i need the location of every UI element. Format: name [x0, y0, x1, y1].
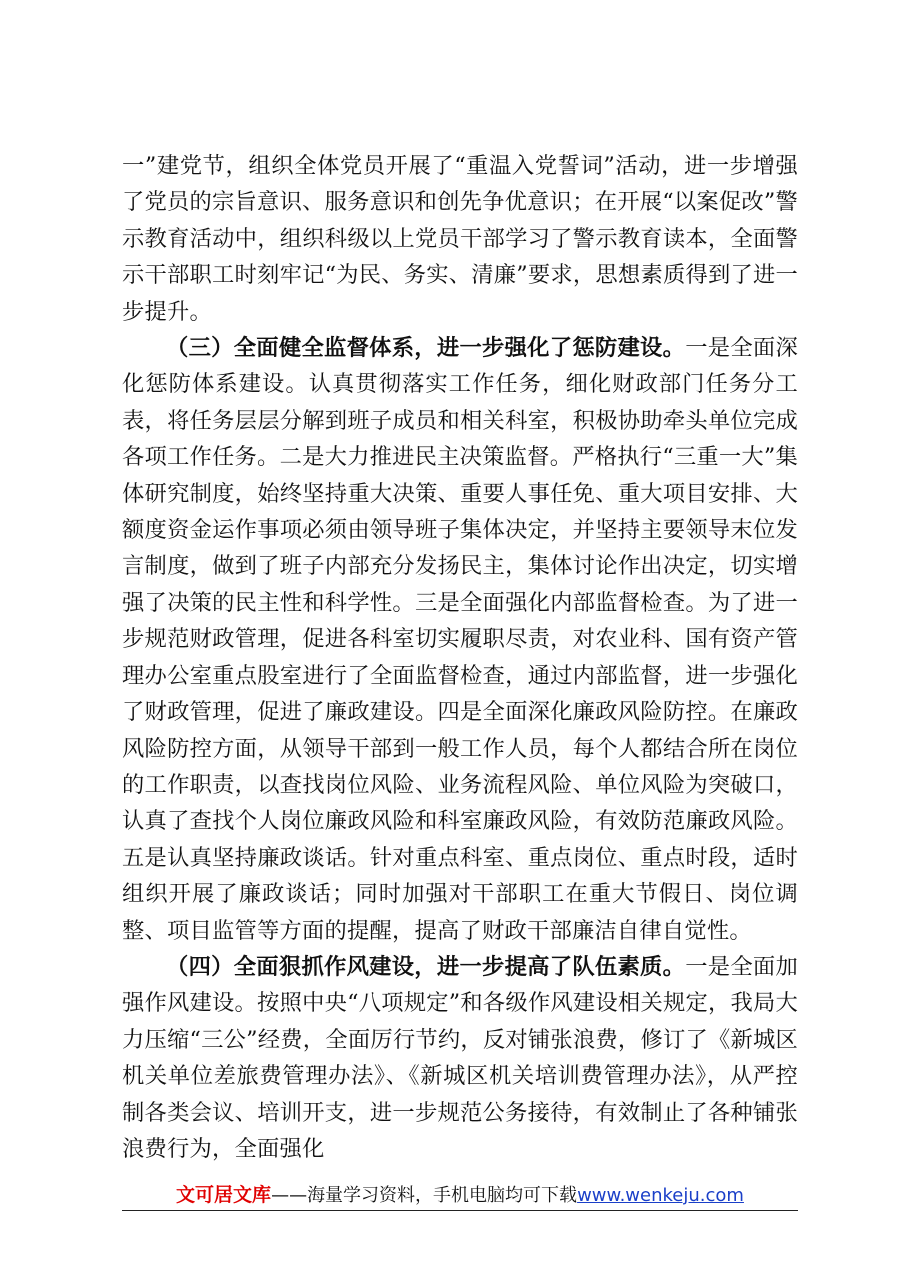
footer-link[interactable]: www.wenkeju.com	[577, 1185, 744, 1206]
footer-tagline: ——海量学习资料，手机电脑均可下载	[271, 1185, 578, 1206]
section-heading: （三）全面健全监督体系，进一步强化了惩防建设。	[166, 335, 686, 362]
section-heading: （四）全面狠抓作风建设，进一步提高了队伍素质。	[166, 953, 686, 980]
paragraph-section-4	[122, 949, 798, 1167]
paragraph-text: 一是全面加强作风建设。按照中央“八项规定”和各级作风建设相关规定，我局大力压缩“三公”经费，全面厉行节约，反对铺张浪费，修订了《新城区机关单位差旅费管理办法》、《新城区机关培训费管理办法》，从严控制各类会议、培训开支，进一步规范公务接待，有效制止了各种铺张浪费行为，全面强化	[122, 953, 798, 1162]
paragraph-continuation	[122, 148, 798, 330]
paragraph-text: 一”建党节，组织全体党员开展了“重温入党誓词”活动，进一步增强了党员的宗旨意识、服务意识和创先争优意识；在开展“以案促改”警示教育活动中，组织科级以上党员干部学习了警示教育读本，全面警示干部职工时刻牢记“为民、务实、清廉”要求，思想素质得到了进一步提升。	[122, 153, 798, 325]
footer-brand: 文可居文库	[176, 1184, 272, 1206]
paragraph-section-3	[122, 330, 798, 949]
footer-divider	[122, 1210, 798, 1211]
page-footer	[122, 1183, 798, 1208]
paragraph-text: 一是全面深化惩防体系建设。认真贯彻落实工作任务，细化财政部门任务分工表，将任务层层分解到班子成员和相关科室，积极协助牵头单位完成各项工作任务。二是大力推进民主决策监督。严格执行“三重一大”集体研究制度，始终坚持重大决策、重要人事任免、重大项目安排、大额度资金运作事项必须由领导班子集体决定，并坚持主要领导末位发言制度，做到了班子内部充分发扬民主，集体讨论作出决定，切实增强了决策的民主性和科学性。三是全面强化内部监督检查。为了进一步规范财政管理，促进各科室切实履职尽责，对农业科、国有资产管理办公室重点股室进行了全面监督检查，通过内部监督，进一步强化了财政管理，促进了廉政建设。四是全面深化廉政风险防控。在廉政风险防控方面，从领导干部到一般工作人员，每个人都结合所在岗位的工作职责，以查找岗位风险、业务流程风险、单位风险为突破口，认真了查找个人岗位廉政风险和科室廉政风险，有效防范廉政风险。五是认真坚持廉政谈话。针对重点科室、重点岗位、重点时段，适时组织开展了廉政谈话；同时加强对干部职工在重大节假日、岗位调整、项目监管等方面的提醒，提高了财政干部廉洁自律自觉性。	[122, 335, 798, 944]
document-body	[122, 148, 798, 1167]
